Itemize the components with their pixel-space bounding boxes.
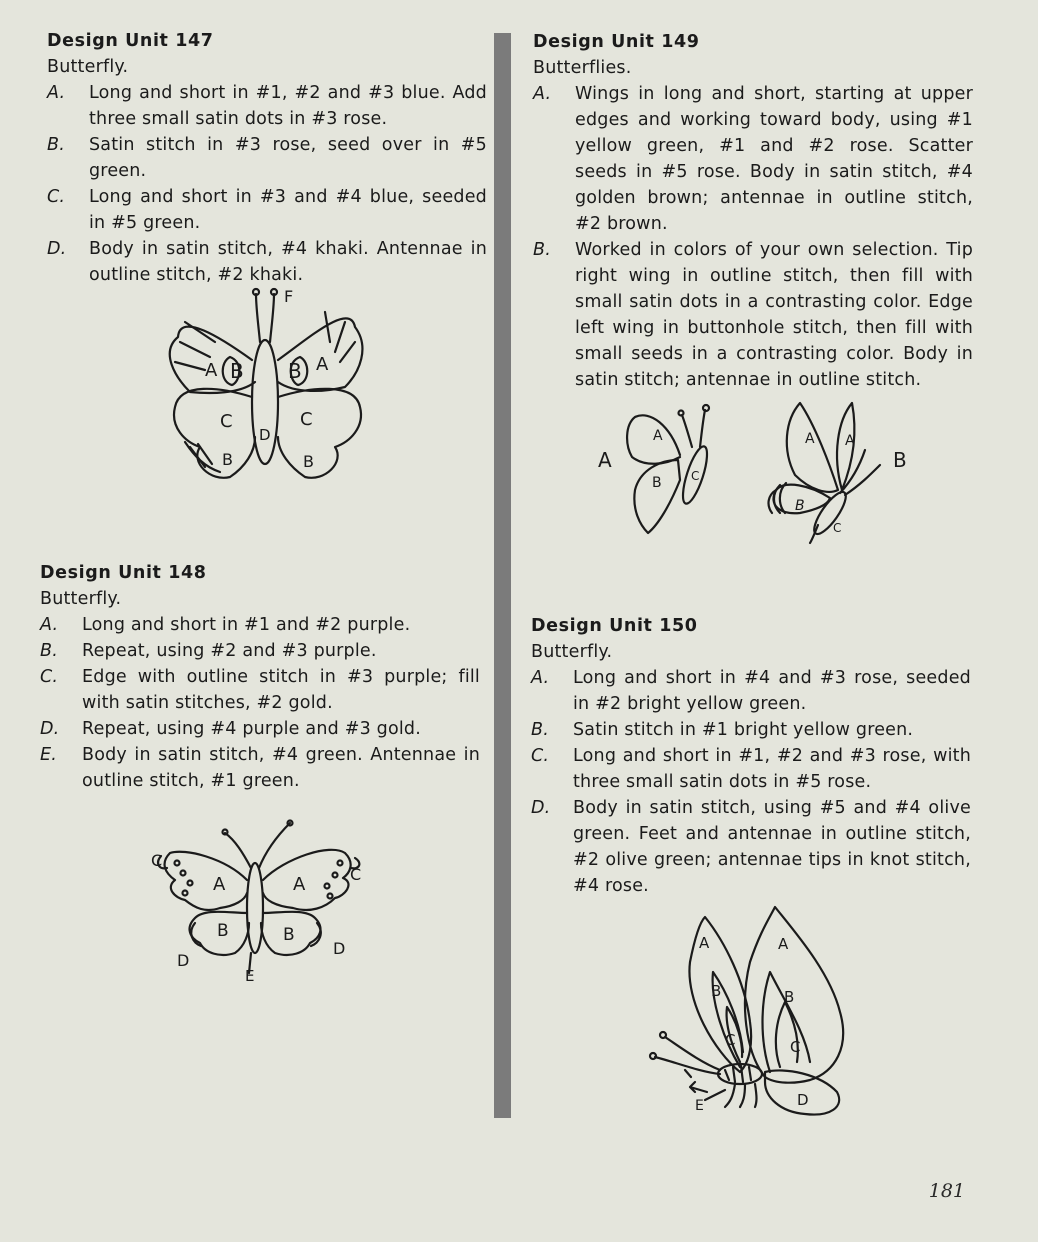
item-text: Body in satin stitch, using #5 and #4 olive green. Feet and antennae in outline stitch, #2 olive green; antennae tips in knot stitch, #4 rose. xyxy=(573,798,971,896)
unit-subtitle: Butterfly. xyxy=(47,57,129,77)
label-c: C xyxy=(350,865,362,884)
item-text: Body in satin stitch, #4 green. Antennae in outline stitch, #1 green. xyxy=(82,745,480,791)
design-unit-149 xyxy=(533,29,973,393)
unit-subtitle: Butterfly. xyxy=(40,589,122,609)
label-b-outside: A xyxy=(598,448,612,472)
instruction-item xyxy=(531,743,971,795)
item-letter: C. xyxy=(47,187,66,207)
label-b: B xyxy=(288,359,302,383)
label-a: A xyxy=(316,354,329,375)
label-c: C xyxy=(151,851,163,870)
item-text: Body in satin stitch, #4 khaki. Antennae in outline stitch, #2 khaki. xyxy=(89,239,487,285)
instruction-list xyxy=(47,80,487,288)
instruction-item xyxy=(531,717,971,743)
instruction-item xyxy=(40,638,480,664)
column-divider xyxy=(494,33,511,1118)
label-a: A xyxy=(699,934,710,952)
item-letter: D. xyxy=(531,798,551,818)
item-letter: C. xyxy=(40,667,59,687)
instruction-item xyxy=(47,132,487,184)
item-text: Edge with outline stitch in #3 purple; fill with satin stitches, #2 gold. xyxy=(82,667,480,713)
item-letter: B. xyxy=(531,720,549,740)
item-text: Satin stitch in #3 rose, seed over in #5 green. xyxy=(89,135,487,181)
design-unit-150 xyxy=(531,613,971,899)
item-letter: E. xyxy=(40,745,58,765)
unit-title: Design Unit 147 xyxy=(47,31,214,51)
item-letter: C. xyxy=(531,746,550,766)
label-b: B xyxy=(217,921,229,941)
item-letter: A. xyxy=(47,83,66,103)
item-text: Long and short in #1, #2 and #3 rose, with three small satin dots in #5 rose. xyxy=(573,746,971,792)
instruction-item xyxy=(533,237,973,393)
item-letter: B. xyxy=(47,135,65,155)
unit-title: Design Unit 149 xyxy=(533,32,700,52)
item-letter: A. xyxy=(533,84,552,104)
label-b: B xyxy=(652,475,662,491)
label-c: C xyxy=(691,469,700,483)
unit-subtitle: Butterfly. xyxy=(531,642,613,662)
instruction-item xyxy=(47,236,487,288)
label-b: B xyxy=(230,359,244,383)
label-a: A xyxy=(845,433,855,449)
item-text: Repeat, using #4 purple and #3 gold. xyxy=(82,719,422,739)
item-text: Long and short in #4 and #3 rose, seeded in #2 bright yellow green. xyxy=(573,668,971,714)
item-text: Repeat, using #2 and #3 purple. xyxy=(82,641,377,661)
label-b: B xyxy=(711,982,722,1000)
instruction-item xyxy=(40,612,480,638)
unit-title: Design Unit 148 xyxy=(40,563,207,583)
instruction-item xyxy=(40,716,480,742)
butterfly-148-illustration xyxy=(145,818,370,983)
butterfly-150-illustration xyxy=(645,902,855,1122)
item-letter: A. xyxy=(40,615,59,635)
label-a: A xyxy=(213,874,226,895)
label-d: D xyxy=(333,939,346,958)
item-text: Long and short in #3 and #4 blue, seeded in #5 green. xyxy=(89,187,487,233)
label-c: C xyxy=(300,409,313,430)
label-b: B xyxy=(795,498,805,514)
item-letter: B. xyxy=(533,240,551,260)
item-letter: D. xyxy=(47,239,67,259)
label-c: C xyxy=(790,1038,801,1056)
item-letter: B. xyxy=(40,641,58,661)
instruction-list xyxy=(531,665,971,899)
item-text: Worked in colors of your own selection. Tip right wing in outline stitch, then fill with small satin dots in a contrasting color. Edge left wing in buttonhole stitch, then fill with small seeds in a contrasting color. Body in satin stitch; antennae in outline stitch. xyxy=(575,240,973,390)
label-d: D xyxy=(177,951,190,970)
label-c: C xyxy=(220,411,233,432)
label-b-outside: B xyxy=(893,448,907,472)
label-b: B xyxy=(222,450,233,469)
butterflies-149-illustration xyxy=(590,395,920,545)
label-a: A xyxy=(805,431,815,447)
label-d: D xyxy=(797,1091,809,1109)
label-b: B xyxy=(303,452,314,471)
page-number: 181 xyxy=(928,1180,965,1202)
butterfly-147-illustration xyxy=(160,282,380,497)
label-a: A xyxy=(205,360,218,381)
instruction-item xyxy=(47,184,487,236)
label-e: E xyxy=(245,967,255,983)
unit-title: Design Unit 150 xyxy=(531,616,698,636)
label-f: F xyxy=(284,287,294,306)
item-text: Satin stitch in #1 bright yellow green. xyxy=(573,720,914,740)
item-text: Long and short in #1 and #2 purple. xyxy=(82,615,411,635)
item-letter: A. xyxy=(531,668,550,688)
instruction-item xyxy=(40,664,480,716)
label-b: B xyxy=(283,925,295,945)
label-d: D xyxy=(259,426,271,444)
instruction-item xyxy=(531,665,971,717)
label-c: C xyxy=(725,1031,736,1049)
label-e: E xyxy=(695,1098,704,1114)
instruction-item xyxy=(533,81,973,237)
label-b: B xyxy=(784,988,795,1006)
instruction-list xyxy=(40,612,480,794)
instruction-item xyxy=(40,742,480,794)
unit-subtitle: Butterflies. xyxy=(533,58,632,78)
instruction-item xyxy=(47,80,487,132)
label-a: A xyxy=(293,874,306,895)
label-a: A xyxy=(653,428,663,444)
item-text: Wings in long and short, starting at upper edges and working toward body, using #1 yellow green, #1 and #2 rose. Scatter seeds in #5 rose. Body in satin stitch, #4 golden brown; antennae in outline stitch, #2 brown. xyxy=(575,84,973,234)
design-unit-148 xyxy=(40,560,480,794)
item-text: Long and short in #1, #2 and #3 blue. Add three small satin dots in #3 rose. xyxy=(89,83,487,129)
item-letter: D. xyxy=(40,719,60,739)
label-a: A xyxy=(778,935,789,953)
label-c: C xyxy=(833,521,842,535)
instruction-list xyxy=(533,81,973,393)
design-unit-147 xyxy=(47,28,487,288)
instruction-item xyxy=(531,795,971,899)
